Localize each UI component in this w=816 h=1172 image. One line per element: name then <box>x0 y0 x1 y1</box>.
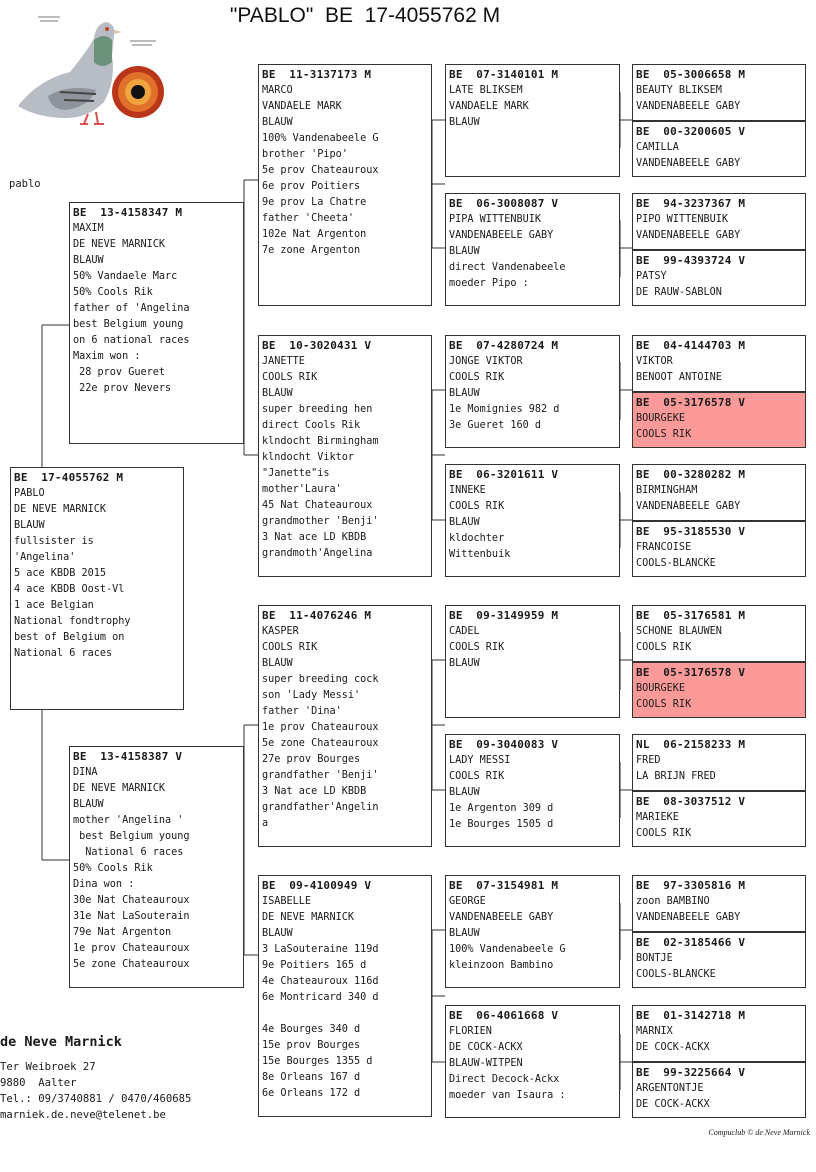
pedigree-line: VANDENABEELE GABY <box>636 158 741 169</box>
pedigree-line: klndocht Viktor <box>262 452 355 463</box>
pedigree-line: fullsister is <box>14 536 94 547</box>
pigeon-name: KASPER <box>262 626 299 637</box>
pigeon-name: BEAUTY BLIKSEM <box>636 85 722 96</box>
pedigree-line: 31e Nat LaSouterain <box>73 911 190 922</box>
pigeon-name: VIKTOR <box>636 356 673 367</box>
pedigree-line: mother'Laura' <box>262 484 342 495</box>
photo-caption: pablo <box>9 178 41 190</box>
pedigree-line: COOLS RIK <box>262 642 318 653</box>
pedigree-line: 6e Orleans 172 d <box>262 1088 361 1099</box>
pedigree-g15[interactable] <box>632 1005 806 1062</box>
pedigree-line: 100% Vandenabeele G <box>449 944 566 955</box>
pedigree-line: 15e Bourges 1355 d <box>262 1056 373 1067</box>
pedigree-line: grandfather'Angelin <box>262 802 379 813</box>
ring-number: BE 95-3185530 V <box>636 525 746 538</box>
pedigree-line: brother 'Pipo' <box>262 149 348 160</box>
pedigree-line: 3 Nat ace LD KBDB <box>262 786 367 797</box>
pedigree-g10-highlight[interactable] <box>632 662 806 718</box>
pedigree-line: "Janette"is <box>262 468 330 479</box>
ring-number: BE 06-3201611 V <box>449 468 559 481</box>
pedigree-line: 1e prov Chateauroux <box>73 943 190 954</box>
pedigree-line: 5 ace KBDB 2015 <box>14 568 107 579</box>
pedigree-line: COOLS-BLANCKE <box>636 558 716 569</box>
pigeon-name: JONGE VIKTOR <box>449 356 523 367</box>
pedigree-line: 50% Vandaele Marc <box>73 271 178 282</box>
pedigree-sire[interactable] <box>69 202 244 444</box>
pedigree-g1[interactable] <box>632 64 806 121</box>
pedigree-line: moeder van Isaura : <box>449 1090 566 1101</box>
pedigree-line: COOLS RIK <box>262 372 318 383</box>
ring-number: BE 07-4280724 M <box>449 339 559 352</box>
pedigree-line: DE COCK-ACKX <box>449 1042 523 1053</box>
pigeon-name: JANETTE <box>262 356 305 367</box>
pedigree-dds[interactable] <box>445 875 620 988</box>
pigeon-name: MAXIM <box>73 223 104 234</box>
pedigree-line: BLAUW-WITPEN <box>449 1058 523 1069</box>
pedigree-sds[interactable] <box>445 335 620 448</box>
pedigree-line: grandmoth'Angelina <box>262 548 373 559</box>
pedigree-line: BLAUW <box>449 117 480 128</box>
pedigree-line: 1e prov Chateauroux <box>262 722 379 733</box>
ring-number: BE 09-4100949 V <box>262 879 372 892</box>
pedigree-line: COOLS RIK <box>636 429 692 440</box>
pedigree-line: VANDENABEELE GABY <box>636 101 741 112</box>
pedigree-line: direct Vandenabeele <box>449 262 566 273</box>
pedigree-line: 6e prov Poitiers <box>262 181 361 192</box>
ring-number: BE 06-4061668 V <box>449 1009 559 1022</box>
pedigree-line: 4 ace KBDB Oost-Vl <box>14 584 125 595</box>
breeder-address1: Ter Weibroek 27 <box>0 1061 96 1073</box>
pedigree-line: National 6 races <box>73 847 184 858</box>
pigeon-name: LATE BLIKSEM <box>449 85 523 96</box>
ring-number: BE 13-4158387 V <box>73 750 183 763</box>
pedigree-line: BLAUW <box>449 658 480 669</box>
ring-number: BE 10-3020431 V <box>262 339 372 352</box>
pedigree-line: grandmother 'Benji' <box>262 516 379 527</box>
pedigree-sdd[interactable] <box>445 464 620 577</box>
pedigree-line: 30e Nat Chateauroux <box>73 895 190 906</box>
ring-number: BE 11-4076246 M <box>262 609 372 622</box>
pigeon-name: CADEL <box>449 626 480 637</box>
pedigree-line: 3e Gueret 160 d <box>449 420 542 431</box>
ring-number: BE 07-3154981 M <box>449 879 559 892</box>
pigeon-name: PIPO WITTENBUIK <box>636 214 729 225</box>
breeder-phone: Tel.: 09/3740881 / 0470/460685 <box>0 1093 192 1105</box>
footer-credit: Compuclub © de Neve Marnick <box>708 1128 810 1137</box>
pedigree-line: on 6 national races <box>73 335 190 346</box>
pedigree-g8[interactable] <box>632 521 806 577</box>
pedigree-line: DE COCK-ACKX <box>636 1042 710 1053</box>
breeder-email[interactable]: marniek.de.neve@telenet.be <box>0 1109 166 1121</box>
pedigree-line: 45 Nat Chateauroux <box>262 500 373 511</box>
pedigree-line: 79e Nat Argenton <box>73 927 172 938</box>
ring-number: BE 05-3176578 V <box>636 396 746 409</box>
pedigree-line: best Belgium young <box>73 831 190 842</box>
pigeon-name: BOURGEKE <box>636 413 686 424</box>
pedigree-line: BLAUW <box>262 658 293 669</box>
pedigree-line: BLAUW <box>73 255 104 266</box>
pedigree-line: COOLS RIK <box>636 828 692 839</box>
pedigree-sss[interactable] <box>445 64 620 177</box>
pigeon-name: ARGENTONTJE <box>636 1083 704 1094</box>
pedigree-line: 4e Bourges 340 d <box>262 1024 361 1035</box>
ring-number: BE 00-3280282 M <box>636 468 746 481</box>
pedigree-line: 1e Argenton 309 d <box>449 803 554 814</box>
pedigree-line: klndocht Birmingham <box>262 436 379 447</box>
pedigree-line: 1e Bourges 1505 d <box>449 819 554 830</box>
pedigree-line: 9e Poitiers 165 d <box>262 960 367 971</box>
pedigree-line: COOLS RIK <box>449 372 505 383</box>
ring-number: BE 05-3176581 M <box>636 609 746 622</box>
pedigree-line: DE NEVE MARNICK <box>14 504 107 515</box>
ring-number: BE 99-3225664 V <box>636 1066 746 1079</box>
pedigree-line: 50% Cools Rik <box>73 287 153 298</box>
pedigree-line: BLAUW <box>262 117 293 128</box>
pedigree-line: 102e Nat Argenton <box>262 229 367 240</box>
pedigree-line: 5e zone Chateauroux <box>73 959 190 970</box>
pedigree-line: 9e prov La Chatre <box>262 197 367 208</box>
pedigree-line: DE COCK-ACKX <box>636 1099 710 1110</box>
pedigree-line: 3 LaSouteraine 119d <box>262 944 379 955</box>
pedigree-g13[interactable] <box>632 875 806 932</box>
pigeon-name: LADY MESSI <box>449 755 511 766</box>
pedigree-line: COOLS RIK <box>636 699 692 710</box>
pedigree-line: National 6 races <box>14 648 113 659</box>
pedigree-line: VANDAELE MARK <box>262 101 342 112</box>
pedigree-line: VANDENABEELE GABY <box>636 230 741 241</box>
pigeon-name: BIRMINGHAM <box>636 485 698 496</box>
pedigree-line: father of 'Angelina <box>73 303 190 314</box>
pedigree-dsd[interactable] <box>445 734 620 847</box>
pedigree-line: DE NEVE MARNICK <box>262 912 355 923</box>
ring-number: BE 13-4158347 M <box>73 206 183 219</box>
breeder-address2: 9880 Aalter <box>0 1077 77 1089</box>
pigeon-name: FLORIEN <box>449 1026 492 1037</box>
pedigree-dam[interactable] <box>69 746 244 988</box>
pedigree-sire-sire[interactable] <box>258 64 432 306</box>
pedigree-line: COOLS-BLANCKE <box>636 969 716 980</box>
ring-number: BE 05-3176578 V <box>636 666 746 679</box>
pedigree-line: 15e prov Bourges <box>262 1040 361 1051</box>
ring-number: BE 05-3006658 M <box>636 68 746 81</box>
pigeon-name: PABLO <box>14 488 45 499</box>
pigeon-name: PIPA WITTENBUIK <box>449 214 542 225</box>
pedigree-line: father 'Dina' <box>262 706 342 717</box>
pedigree-sire-dam[interactable] <box>258 335 432 577</box>
pedigree-line: DE NEVE MARNICK <box>73 783 166 794</box>
ring-number: BE 08-3037512 V <box>636 795 746 808</box>
pedigree-line: 4e Chateauroux 116d <box>262 976 379 987</box>
pigeon-name: BONTJE <box>636 953 673 964</box>
ring-number: BE 04-4144703 M <box>636 339 746 352</box>
pedigree-line: COOLS RIK <box>636 642 692 653</box>
pedigree-dss[interactable] <box>445 605 620 718</box>
breeder-name: de Neve Marnick <box>0 1034 122 1050</box>
pedigree-g16[interactable] <box>632 1062 806 1118</box>
ring-number: BE 02-3185466 V <box>636 936 746 949</box>
pedigree-line: BLAUW <box>449 388 480 399</box>
pedigree-line: 50% Cools Rik <box>73 863 153 874</box>
pedigree-line: BLAUW <box>73 799 104 810</box>
ring-number: BE 06-3008087 V <box>449 197 559 210</box>
ring-number: BE 99-4393724 V <box>636 254 746 267</box>
pedigree-line: mother 'Angelina ' <box>73 815 184 826</box>
pedigree-g6-highlight[interactable] <box>632 392 806 448</box>
pedigree-g4[interactable] <box>632 250 806 306</box>
ring-number: BE 00-3200605 V <box>636 125 746 138</box>
pedigree-line: VANDENABEELE GABY <box>449 912 554 923</box>
pedigree-line: 'Angelina' <box>14 552 76 563</box>
pigeon-name: CAMILLA <box>636 142 679 153</box>
pedigree-line: VANDENABEELE GABY <box>636 912 741 923</box>
pedigree-line: Wittenbuik <box>449 549 511 560</box>
pedigree-line: 3 Nat ace LD KBDB <box>262 532 367 543</box>
pedigree-line: COOLS RIK <box>449 771 505 782</box>
pedigree-line: 28 prov Gueret <box>73 367 166 378</box>
pedigree-line: 1 ace Belgian <box>14 600 94 611</box>
pedigree-line: VANDAELE MARK <box>449 101 529 112</box>
ring-number: BE 09-3149959 M <box>449 609 559 622</box>
pedigree-g5[interactable] <box>632 335 806 392</box>
pigeon-name: DINA <box>73 767 98 778</box>
pigeon-name: MARNIX <box>636 1026 673 1037</box>
pedigree-ssd[interactable] <box>445 193 620 306</box>
page-title: "PABLO" BE 17-4055762 M <box>229 4 501 27</box>
pedigree-line: DE RAUW-SABLON <box>636 287 722 298</box>
pedigree-line: Dina won : <box>73 879 135 890</box>
pedigree-line: DE NEVE MARNICK <box>73 239 166 250</box>
pedigree-line: BLAUW <box>262 928 293 939</box>
pedigree-line: BENOOT ANTOINE <box>636 372 722 383</box>
pedigree-line: super breeding cock <box>262 674 379 685</box>
ring-number: BE 07-3140101 M <box>449 68 559 81</box>
pedigree-g14[interactable] <box>632 932 806 988</box>
ring-number: BE 94-3237367 M <box>636 197 746 210</box>
pedigree-subject[interactable] <box>10 467 184 710</box>
pedigree-line: 7e zone Argenton <box>262 245 361 256</box>
pedigree-line: a <box>262 818 269 829</box>
pedigree-line: LA BRIJN FRED <box>636 771 716 782</box>
pedigree-line: kleinzoon Bambino <box>449 960 554 971</box>
pedigree-line: direct Cools Rik <box>262 420 361 431</box>
pedigree-line: VANDENABEELE GABY <box>636 501 741 512</box>
ring-number: BE 11-3137173 M <box>262 68 372 81</box>
pedigree-line: 8e Orleans 167 d <box>262 1072 361 1083</box>
pedigree-line: best of Belgium on <box>14 632 125 643</box>
ring-number: BE 97-3305816 M <box>636 879 746 892</box>
pedigree-line: BLAUW <box>14 520 45 531</box>
pedigree-dam-dam[interactable] <box>258 875 432 1117</box>
ring-number: BE 01-3142718 M <box>636 1009 746 1022</box>
pigeon-name: BOURGEKE <box>636 683 686 694</box>
pedigree-g11[interactable] <box>632 734 806 791</box>
pedigree-g7[interactable] <box>632 464 806 521</box>
pedigree-g12[interactable] <box>632 791 806 847</box>
ring-number: NL 06-2158233 M <box>636 738 746 751</box>
pigeon-name: GEORGE <box>449 896 486 907</box>
pedigree-line: BLAUW <box>449 517 480 528</box>
pigeon-name: FRED <box>636 755 661 766</box>
pedigree-line: grandfather 'Benji' <box>262 770 379 781</box>
pedigree-line: VANDENABEELE GABY <box>449 230 554 241</box>
pigeon-name: PATSY <box>636 271 667 282</box>
pigeon-name: ISABELLE <box>262 896 312 907</box>
pedigree-line: BLAUW <box>449 787 480 798</box>
pedigree-line: moeder Pipo : <box>449 278 529 289</box>
pigeon-name: MARCO <box>262 85 293 96</box>
pedigree-line: father 'Cheeta' <box>262 213 355 224</box>
pedigree-line: BLAUW <box>449 246 480 257</box>
pedigree-line: 1e Momignies 982 d <box>449 404 560 415</box>
pedigree-line: BLAUW <box>449 928 480 939</box>
pedigree-line: 27e prov Bourges <box>262 754 361 765</box>
pedigree-g9[interactable] <box>632 605 806 662</box>
pigeon-name: FRANCOISE <box>636 542 692 553</box>
ring-number: BE 17-4055762 M <box>14 471 124 484</box>
pigeon-name: INNEKE <box>449 485 486 496</box>
pedigree-dam-sire[interactable] <box>258 605 432 847</box>
pedigree-line: son 'Lady Messi' <box>262 690 361 701</box>
pigeon-name: MARIEKE <box>636 812 679 823</box>
pigeon-name: SCHONE BLAUWEN <box>636 626 722 637</box>
pedigree-line: 6e Montricard 340 d <box>262 992 379 1003</box>
pedigree-line: COOLS RIK <box>449 642 505 653</box>
pedigree-line: National fondtrophy <box>14 616 131 627</box>
pedigree-ddd[interactable] <box>445 1005 620 1118</box>
pedigree-line: super breeding hen <box>262 404 373 415</box>
pedigree-line: 5e prov Chateauroux <box>262 165 379 176</box>
pedigree-line <box>262 1006 428 1022</box>
pedigree-line: best Belgium young <box>73 319 184 330</box>
pedigree-line: kldochter <box>449 533 505 544</box>
pedigree-line: 22e prov Nevers <box>73 383 172 394</box>
pedigree-line: Maxim won : <box>73 351 141 362</box>
pedigree-line: 100% Vandenabeele G <box>262 133 379 144</box>
pedigree-line: COOLS RIK <box>449 501 505 512</box>
ring-number: BE 09-3040083 V <box>449 738 559 751</box>
pedigree-g2[interactable] <box>632 121 806 177</box>
pedigree-line: Direct Decock-Ackx <box>449 1074 560 1085</box>
pigeon-name: zoon BAMBINO <box>636 896 710 907</box>
pedigree-g3[interactable] <box>632 193 806 250</box>
pedigree-line: 5e zone Chateauroux <box>262 738 379 749</box>
pedigree-line: BLAUW <box>262 388 293 399</box>
